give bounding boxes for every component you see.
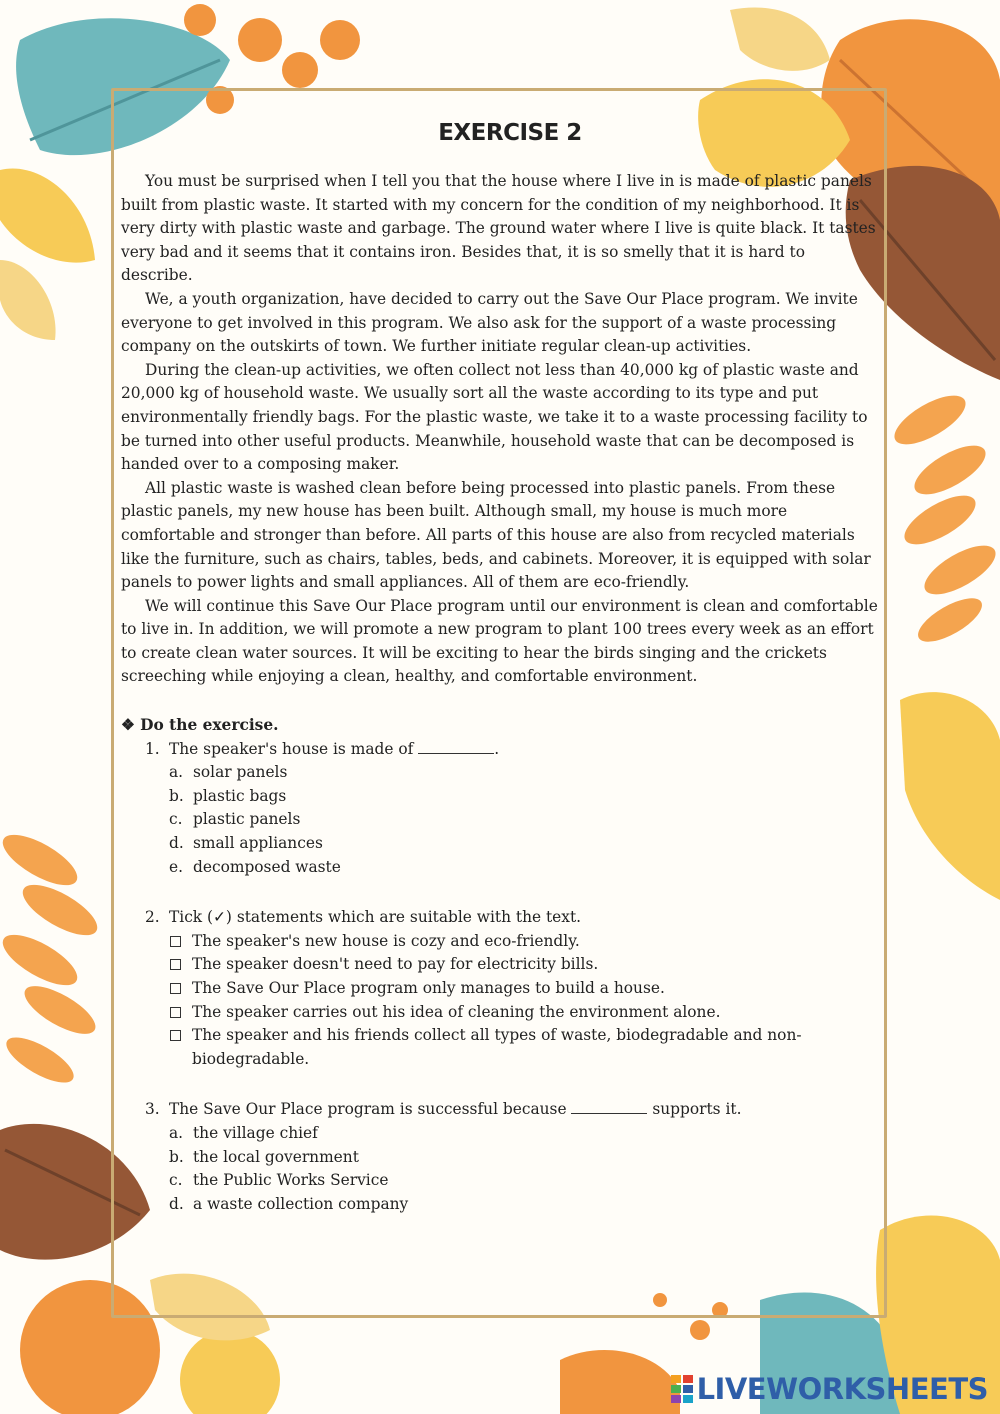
- answer-blank[interactable]: [571, 1099, 647, 1114]
- statement-row: The speaker carries out his idea of cleaning the environment alone.: [169, 1001, 881, 1025]
- checkbox[interactable]: [170, 983, 181, 994]
- question-number: 1.: [145, 739, 160, 758]
- passage-paragraph: During the clean-up activities, we often collect not less than 40,000 kg of plastic waste and 20,000 kg of household waste. We usually sort all the waste according to its type and put environmentally friendly bags. For the plastic waste, we take it to a waste processing facility to be turned into other useful products. Meanwhile, household waste that can be decomposed is handed over to a composing maker.: [121, 360, 868, 474]
- checkbox[interactable]: [170, 959, 181, 970]
- option-b[interactable]: b. plastic bags: [169, 786, 287, 805]
- option-a[interactable]: a. the village chief: [169, 1123, 318, 1142]
- passage-paragraph: You must be surprised when I tell you that the house where I live in is made of plastic panels built from plastic waste. It started with my concern for the condition of my neighborhood. It is very dirty with plastic waste and garbage. The ground water where I live is quite black. It tastes very bad and it seems that it contains iron. Besides that, it is so smelly that it is hard to describe.: [121, 172, 876, 285]
- reading-passage: [121, 170, 881, 689]
- exercise-heading: [121, 714, 881, 738]
- statement-row: The Save Our Place program only manages to build a house.: [169, 977, 881, 1001]
- question-2: [145, 906, 881, 1071]
- liveworksheets-watermark: [671, 1372, 988, 1406]
- checkbox[interactable]: [170, 936, 181, 947]
- checkbox[interactable]: [170, 1030, 181, 1041]
- passage-paragraph: All plastic waste is washed clean before being processed into plastic panels. From these plastic panels, my new house has been built. Although small, my house is much more comfortable and stronger than before. All parts of this house are also from recycled materials like the furniture, such as chairs, tables, beds, and cabinets. Moreover, it is equipped with solar panels to power lights and small appliances. All of them are eco-friendly.: [121, 478, 871, 592]
- option-b[interactable]: b. the local government: [169, 1147, 359, 1166]
- page-title: EXERCISE 2: [438, 120, 582, 146]
- option-d[interactable]: d. small appliances: [169, 834, 323, 853]
- statement-row: The speaker's new house is cozy and eco-friendly.: [169, 930, 881, 954]
- statement-row: The speaker doesn't need to pay for electricity bills.: [169, 953, 881, 977]
- question-3: [145, 1098, 881, 1216]
- question-number: 3.: [145, 1100, 160, 1119]
- passage-paragraph: We, a youth organization, have decided to carry out the Save Our Place program. We invite everyone to get involved in this program. We also ask for the support of a waste processing company on the outskirts of town. We further initiate regular clean-up activities.: [121, 289, 858, 356]
- option-a[interactable]: a. solar panels: [169, 763, 288, 782]
- option-c[interactable]: c. the Public Works Service: [169, 1171, 389, 1190]
- answer-blank[interactable]: [418, 739, 494, 754]
- statement-row: The speaker and his friends collect all types of waste, biodegradable and non-biodegradable.: [169, 1024, 881, 1071]
- exercise-heading-text: Do the exercise.: [140, 716, 279, 735]
- watermark-text: LIVEWORKSHEETS: [696, 1372, 988, 1406]
- liveworksheets-logo-icon: [671, 1375, 693, 1403]
- option-e[interactable]: e. decomposed waste: [169, 857, 341, 876]
- worksheet-content: [121, 120, 881, 1216]
- diamond-bullet-icon: ❖: [121, 716, 135, 735]
- checkbox[interactable]: [170, 1007, 181, 1018]
- passage-paragraph: We will continue this Save Our Place program until our environment is clean and comfortable to live in. In addition, we will promote a new program to plant 100 trees every week as an effort to create clean water sources. It will be exciting to hear the birds singing and the crickets screeching while enjoying a clean, healthy, and comfortable environment.: [121, 596, 878, 686]
- option-c[interactable]: c. plastic panels: [169, 810, 301, 829]
- question-text: The speaker's house is made of .: [169, 739, 500, 758]
- question-text: Tick (✓) statements which are suitable with the text.: [169, 908, 582, 927]
- question-1: [145, 738, 881, 880]
- question-number: 2.: [145, 908, 160, 927]
- question-text: The Save Our Place program is successful because supports it.: [169, 1100, 742, 1119]
- option-d[interactable]: d. a waste collection company: [169, 1194, 409, 1213]
